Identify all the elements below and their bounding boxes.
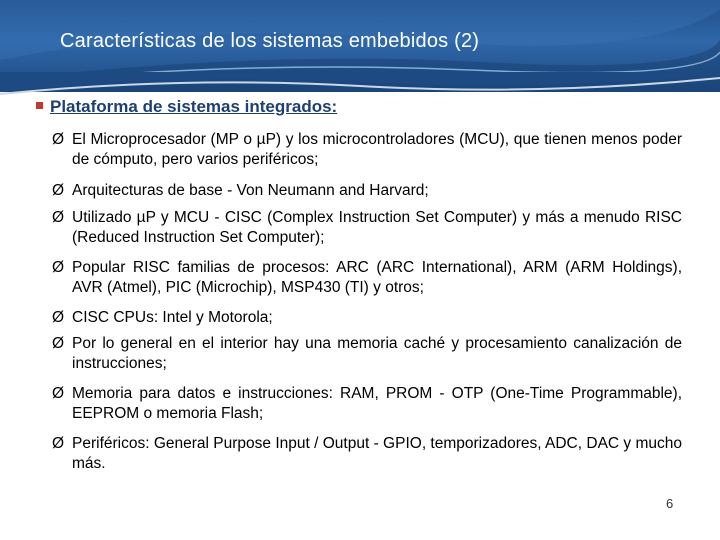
list-item xyxy=(52,384,682,424)
page-number: 6 xyxy=(666,496,674,511)
arrow-bullet-icon: Ø xyxy=(52,259,65,276)
list-item-text: El Microprocesador (MP o µP) y los microcontroladores (MCU), que tienen menos poder de cómputo, pero varios periféricos; xyxy=(72,131,682,168)
list-item xyxy=(52,208,682,248)
list-item-text: Popular RISC familias de procesos: ARC (ARC International), ARM (ARM Holdings), AVR (Atmel), PIC (Microchip), MSP430 (TI) y otros; xyxy=(72,259,682,296)
list-item-text: Arquitecturas de base - Von Neumann and Harvard; xyxy=(72,182,429,199)
list-item xyxy=(52,334,682,374)
section-heading-text: Plataforma de sistemas integrados: xyxy=(50,97,338,116)
list-item-text: Por lo general en el interior hay una memoria caché y procesamiento canalización de instrucciones; xyxy=(72,335,682,372)
section-heading xyxy=(36,97,337,117)
arrow-bullet-icon: Ø xyxy=(52,131,65,148)
arrow-bullet-icon: Ø xyxy=(52,309,65,326)
list-item xyxy=(52,434,682,474)
arrow-bullet-icon: Ø xyxy=(52,335,65,352)
list-item xyxy=(52,308,682,328)
square-bullet-icon xyxy=(36,102,43,109)
arrow-bullet-icon: Ø xyxy=(52,209,65,226)
list-item-text: Utilizado µP y MCU - CISC (Complex Instruction Set Computer) y más a menudo RISC (Reduced Instruction Set Computer); xyxy=(72,209,682,246)
list-item xyxy=(52,181,682,201)
list-item xyxy=(52,258,682,298)
arrow-bullet-icon: Ø xyxy=(52,385,65,402)
list-item-text: Memoria para datos e instrucciones: RAM, PROM - OTP (One-Time Programmable), EEPROM o memoria Flash; xyxy=(72,385,682,422)
list-item-text: Periféricos: General Purpose Input / Output - GPIO, temporizadores, ADC, DAC y mucho más. xyxy=(72,435,682,472)
arrow-bullet-icon: Ø xyxy=(52,182,65,199)
slide-title: Características de los sistemas embebidos (2) xyxy=(60,30,480,52)
list-item xyxy=(52,130,682,170)
list-item-text: CISC CPUs: Intel y Motorola; xyxy=(72,309,273,326)
arrow-bullet-icon: Ø xyxy=(52,435,65,452)
